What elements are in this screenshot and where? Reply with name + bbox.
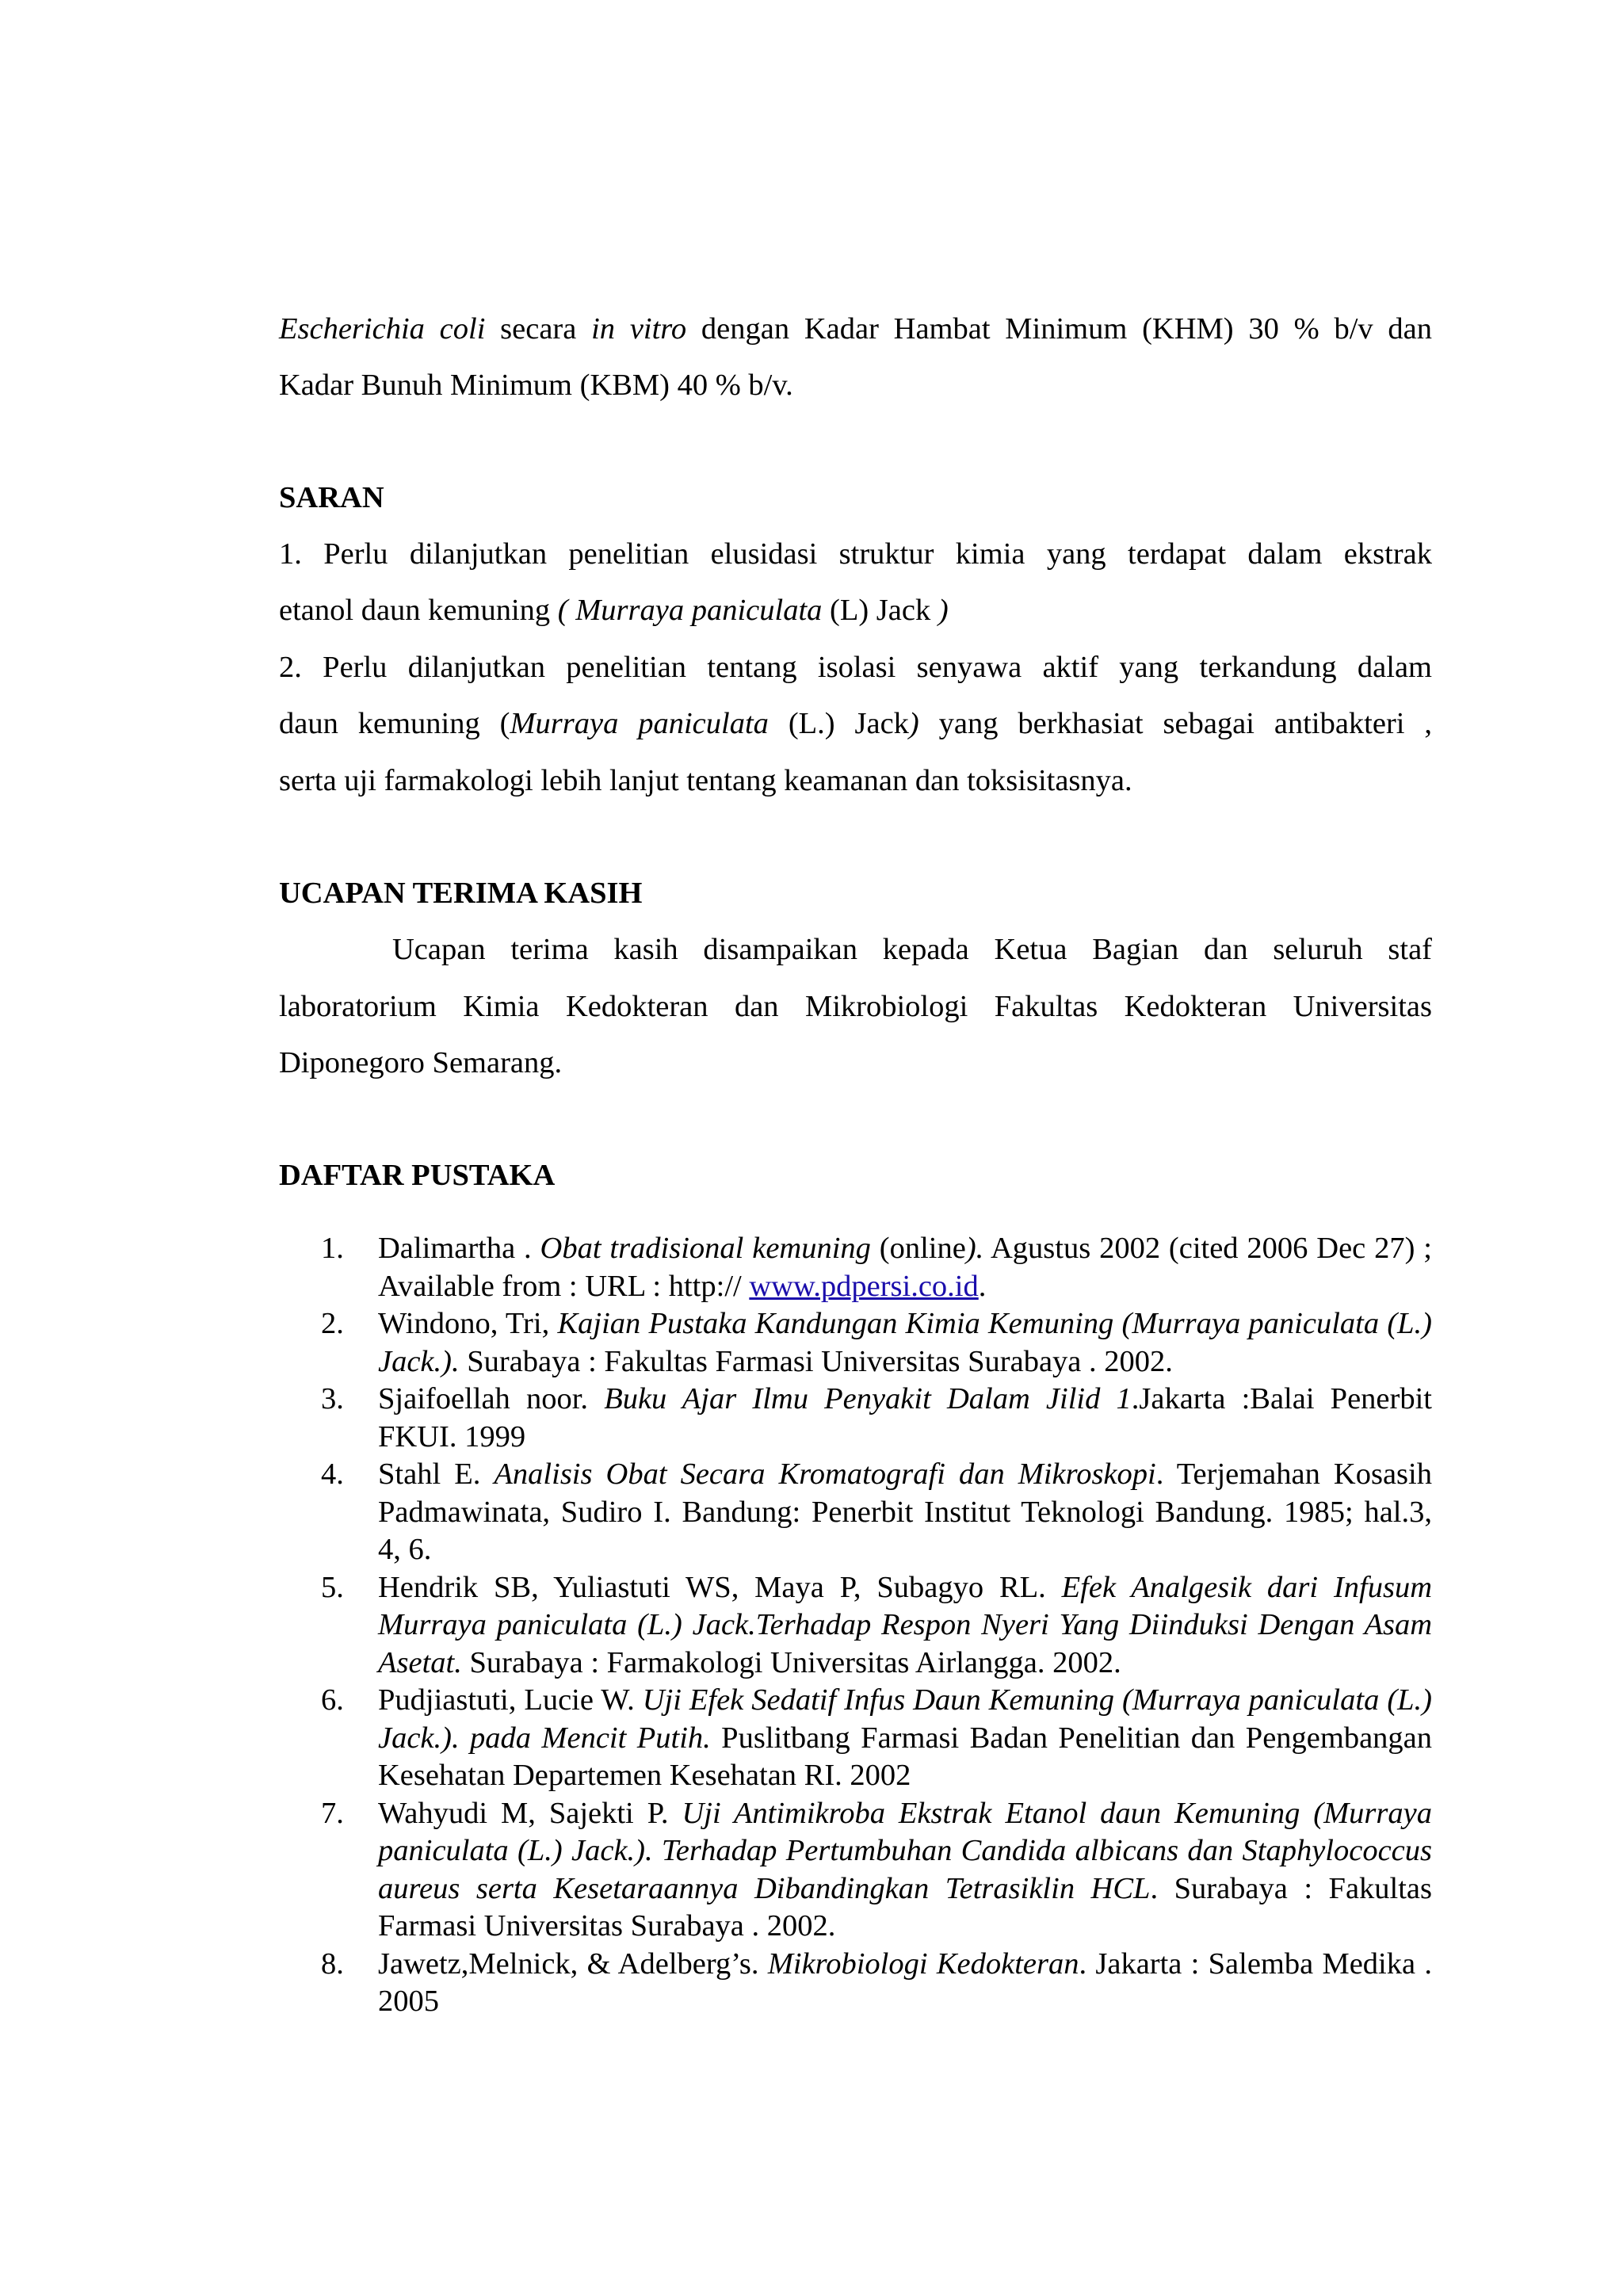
reference-number: 8. [321,1946,344,1981]
reference-authors: Stahl E. [378,1457,495,1491]
species-name: Murraya paniculata [510,707,769,740]
reference-text: Surabaya : Fakultas Farmasi Universitas Surabaya . 2002. [459,1344,1173,1378]
reference-authors: Jawetz,Melnick, & Adelberg’s. [378,1946,768,1981]
reference-number: 7. [321,1796,344,1830]
reference-authors: Sjaifoellah noor. [378,1382,605,1415]
reference-title: Buku Ajar Ilmu Penyakit Dalam Jilid 1 [604,1382,1132,1415]
saran-text: etanol daun kemuning [279,594,558,627]
thanks-line-3: Diponegoro Semarang. [279,1046,563,1079]
reference-text: (online [870,1232,966,1265]
reference-text: . Surabaya : Fakultas Farmasi Universitas Surabaya . 2002. [378,1871,1432,1943]
saran-item-2-line-2 [279,705,1432,743]
reference-link[interactable]: www.pdpersi.co.id [749,1269,979,1303]
reference-title: Analisis Obat Secara Kromatografi dan Mikroskopi [494,1457,1156,1491]
thanks-line-1: Ucapan terima kasih disampaikan kepada Ketua Bagian dan seluruh staf [392,933,1432,966]
saran-text: ) [908,707,919,740]
saran-text: ) [938,594,949,627]
reference-item [321,1381,1432,1456]
references-heading: DAFTAR PUSTAKA [279,1159,556,1192]
reference-number: 4. [321,1457,344,1491]
saran-text: (L.) Jack [768,707,909,740]
reference-item [321,1682,1432,1795]
reference-number: 3. [321,1382,344,1415]
in-vitro-term: in vitro [591,312,687,346]
reference-title: Uji Antimikroba Ekstrak Etanol daun Kemuning (Murraya paniculata (L.) Jack.). Terhadap Pertumbuhan Candida albicans dan Staphylococcus aureus serta Kesetaraannya Dibandingkan Tetrasiklin HCL [378,1796,1432,1905]
reference-authors: Wahyudi M, Sajekti P. [378,1796,682,1830]
species-name: ( Murraya paniculata [557,594,823,627]
reference-list [321,1230,1432,2021]
reference-number: 2. [321,1307,344,1340]
reference-authors: Windono, Tri, [378,1307,558,1340]
reference-item [321,1230,1432,1305]
reference-title: Kajian Pustaka Kandungan Kimia Kemuning (Murraya paniculata (L.) Jack.). [378,1307,1432,1378]
saran-item-2-line-1: 2. Perlu dilanjutkan penelitian tentang isolasi senyawa aktif yang terkandung dalam [279,651,1432,684]
reference-text: Puslitbang Farmasi Badan Penelitian dan Pengembangan Kesehatan Departemen Kesehatan RI. 2002 [378,1721,1432,1792]
saran-text: daun kemuning ( [279,707,510,740]
reference-text: . [978,1269,987,1303]
reference-item [321,1456,1432,1569]
saran-heading: SARAN [279,481,384,514]
reference-authors: Pudjiastuti, Lucie W. [378,1683,643,1717]
reference-text: . Terjemahan Kosasih Padmawinata, Sudiro I. Bandung: Penerbit Institut Teknologi Bandung. 1985; hal.3, 4, 6. [378,1457,1432,1566]
reference-number: 5. [321,1570,344,1604]
reference-item [321,1795,1432,1946]
saran-item-1-line-2 [279,591,1432,629]
thanks-line-2: laboratorium Kimia Kedokteran dan Mikrobiologi Fakultas Kedokteran Universitas [279,990,1432,1023]
thanks-heading: UCAPAN TERIMA KASIH [279,877,643,910]
saran-item-2-line-3: serta uji farmakologi lebih lanjut tentang keamanan dan toksisitasnya. [279,764,1132,797]
reference-text: Surabaya : Farmakologi Universitas Airlangga. 2002. [461,1645,1121,1679]
reference-number: 1. [321,1232,344,1265]
reference-text: Agustus 2002 (cited 2006 Dec 27) ; Available from : URL : http:// [378,1232,1432,1303]
reference-item [321,1305,1432,1381]
reference-title: Obat tradisional kemuning [540,1232,871,1265]
saran-text: (L) Jack [822,594,938,627]
species-name: Escherichia coli [279,312,486,346]
reference-item [321,1569,1432,1683]
reference-title: Efek Analgesik dari Infusum Murraya paniculata (L.) Jack.Terhadap Respon Nyeri Yang Diinduksi Dengan Asam Asetat. [378,1570,1433,1679]
saran-text: yang berkhasiat sebagai antibakteri , [918,707,1432,740]
intro-line-1 [279,310,1432,348]
reference-title: Uji Efek Sedatif Infus Daun Kemuning (Murraya paniculata (L.) Jack.). pada Mencit Putih. [378,1683,1432,1755]
reference-text: . Jakarta : Salemba Medika . 2005 [378,1946,1432,2018]
saran-item-1-line-1: 1. Perlu dilanjutkan penelitian elusidasi struktur kimia yang terdapat dalam ekstrak [279,537,1432,571]
reference-authors: Dalimartha . [378,1232,540,1265]
reference-text: .Jakarta :Balai Penerbit FKUI. 1999 [378,1382,1432,1454]
reference-authors: Hendrik SB, Yuliastuti WS, Maya P, Subagyo RL. [378,1570,1062,1604]
reference-title: Mikrobiologi Kedokteran [767,1946,1079,1981]
reference-number: 6. [321,1683,344,1717]
intro-text: secara [485,312,592,346]
intro-text: dengan Kadar Hambat Minimum (KHM) 30 % b/v dan [686,312,1433,346]
intro-line-2: Kadar Bunuh Minimum (KBM) 40 % b/v. [279,369,793,402]
reference-item [321,1946,1432,2021]
reference-text: ). [965,1232,984,1265]
